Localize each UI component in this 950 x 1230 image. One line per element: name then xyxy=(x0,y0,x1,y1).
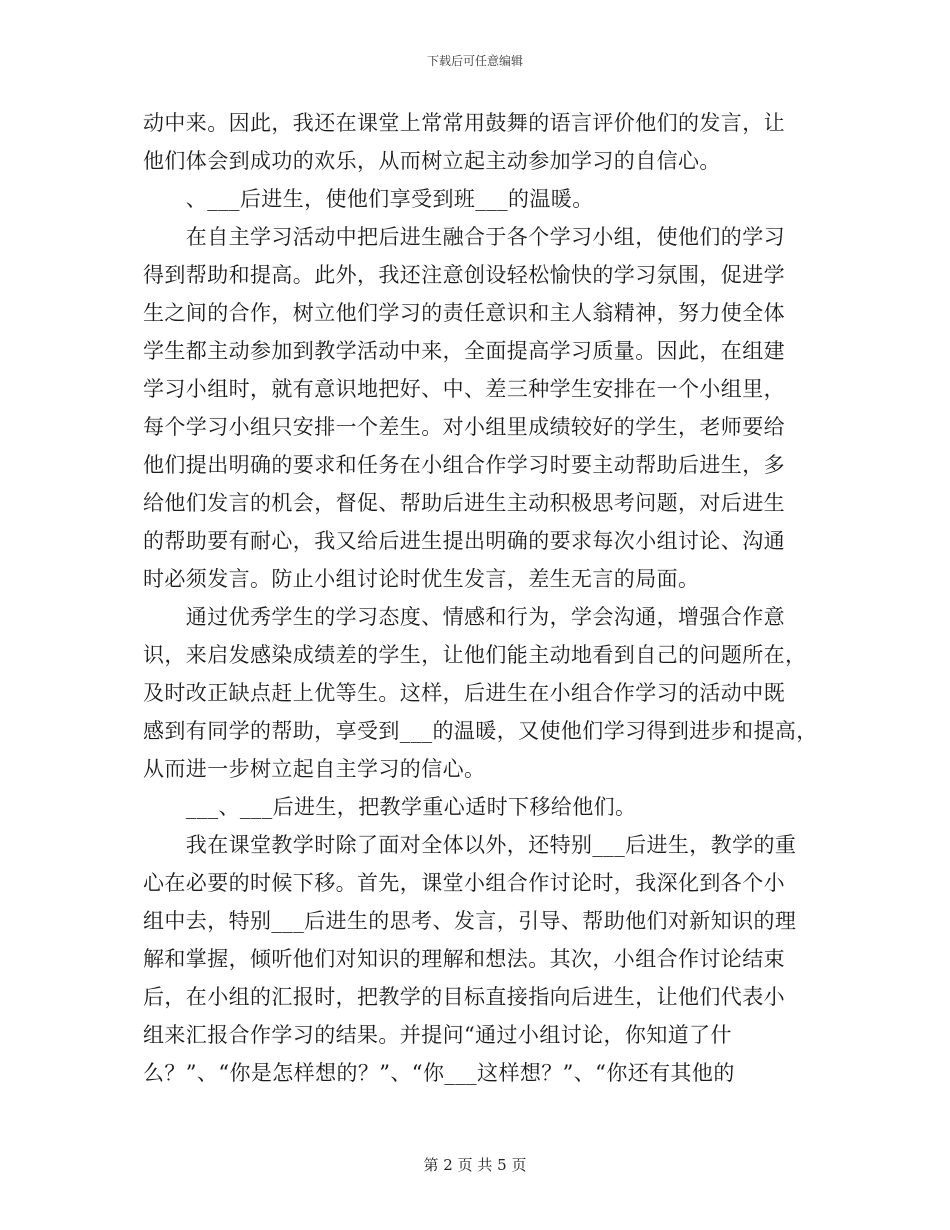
text-line: 他们体会到成功的欢乐，从而树立起主动参加学习的自信心。 xyxy=(143,149,721,173)
text-line: 他们提出明确的要求和任务在小组合作学习时要主动帮助后进生，多 xyxy=(143,453,785,477)
text-line: 的帮助要有耐心，我又给后进生提出明确的要求每次小组讨论、沟通 xyxy=(143,529,785,553)
text-line: ___、___后进生，把教学重心适时下移给他们。 xyxy=(143,795,637,819)
text-line: 时必须发言。防止小组讨论时优生发言，差生无言的局面。 xyxy=(143,567,700,591)
text-line: 通过优秀学生的学习态度、情感和行为，学会沟通，增强合作意 xyxy=(143,605,785,629)
text-line: 解和掌握，倾听他们对知识的理解和想法。其次，小组合作讨论结束 xyxy=(143,947,785,971)
text-line: 在自主学习活动中把后进生融合于各个学习小组，使他们的学习 xyxy=(143,225,785,249)
text-line: 感到有同学的帮助，享受到___的温暖，又使他们学习得到进步和提高， xyxy=(143,719,818,743)
page-number: 第 2 页 共 5 页 xyxy=(423,1156,527,1174)
text-line: 后，在小组的汇报时，把教学的目标直接指向后进生，让他们代表小 xyxy=(143,985,785,1009)
text-line: 动中来。因此，我还在课堂上常常用鼓舞的语言评价他们的发言，让 xyxy=(143,111,785,135)
text-line: 、___后进生，使他们享受到班___的温暖。 xyxy=(143,187,594,211)
page-header: 下载后可任意编辑 xyxy=(426,54,523,68)
text-line: 生之间的合作，树立他们学习的责任意识和主人翁精神，努力使全体 xyxy=(143,301,785,325)
text-line: 给他们发言的机会，督促、帮助后进生主动积极思考问题，对后进生 xyxy=(143,491,785,515)
text-line: 从而进一步树立起自主学习的信心。 xyxy=(143,757,486,781)
text-line: 及时改正缺点赶上优等生。这样，后进生在小组合作学习的活动中既 xyxy=(143,681,785,705)
text-line: 学生都主动参加到教学活动中来，全面提高学习质量。因此，在组建 xyxy=(143,339,785,363)
text-line: 心在必要的时候下移。首先，课堂小组合作讨论时，我深化到各个小 xyxy=(143,871,785,895)
text-line: 组来汇报合作学习的结果。并提问“通过小组讨论，你知道了什 xyxy=(143,1023,732,1047)
text-line: 我在课堂教学时除了面对全体以外，还特别___后进生，教学的重 xyxy=(143,833,797,857)
text-line: 每个学习小组只安排一个差生。对小组里成绩较好的学生，老师要给 xyxy=(143,415,785,439)
text-line: 得到帮助和提高。此外，我还注意创设轻松愉快的学习氛围，促进学 xyxy=(143,263,785,287)
text-line: 识，来启发感染成绩差的学生，让他们能主动地看到自己的问题所在， xyxy=(143,643,807,667)
text-line: 学习小组时，就有意识地把好、中、差三种学生安排在一个小组里， xyxy=(143,377,785,401)
document-body xyxy=(143,104,818,1092)
text-line: 么？”、“你是怎样想的？”、“你___这样想？”、“你还有其他的 xyxy=(143,1061,735,1085)
text-line: 组中去，特别___后进生的思考、发言，引导、帮助他们对新知识的理 xyxy=(143,909,797,933)
